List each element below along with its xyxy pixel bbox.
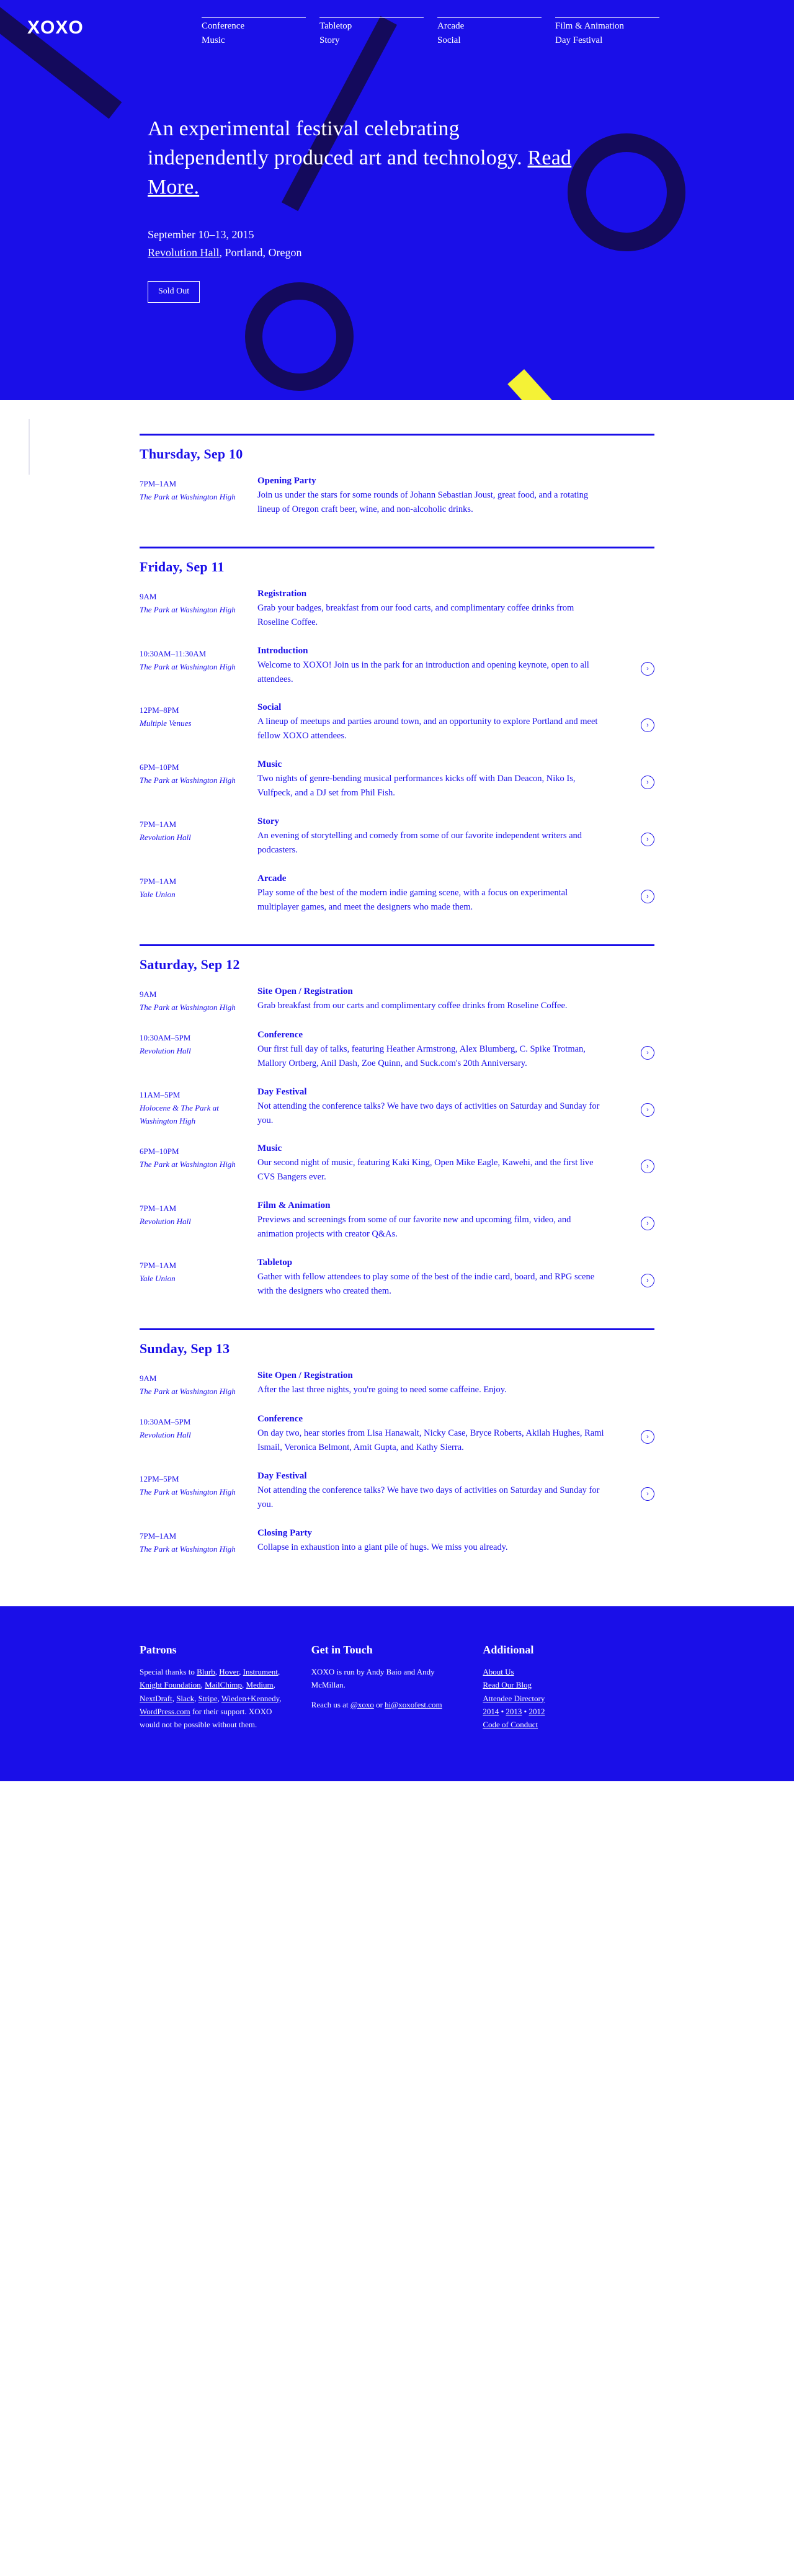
event-venue: The Park at Washington High: [140, 776, 236, 785]
event-body: [257, 589, 630, 630]
event-time: 6PM–10PM: [140, 1147, 179, 1156]
event-venue: The Park at Washington High: [140, 492, 236, 502]
event-venue: Multiple Venues: [140, 718, 192, 728]
chevron-right-icon[interactable]: ›: [641, 1217, 654, 1230]
event-arrow-cell: [630, 816, 654, 846]
event-row[interactable]: [140, 694, 654, 751]
event-arrow-cell: [630, 1471, 654, 1501]
day-title: Thursday, Sep 10: [140, 446, 243, 462]
event-arrow-cell: [630, 1030, 654, 1060]
event-row[interactable]: [140, 1462, 654, 1519]
event-description: A lineup of meetups and parties around town, and an opportunity to explore Portland and meet fellow XOXO attendees.: [257, 717, 598, 741]
event-time: 7PM–1AM: [140, 1261, 177, 1271]
event-body: [257, 1030, 630, 1071]
event-title: Registration: [257, 588, 307, 599]
event-body: [257, 986, 630, 1013]
contact-reach: [311, 1698, 465, 1711]
event-description: Not attending the conference talks? We have two days of activities on Saturday and Sunday for you.: [257, 1101, 600, 1125]
schedule-section: [0, 400, 794, 1588]
patron-link-knight-foundation[interactable]: Knight Foundation: [140, 1680, 201, 1690]
hero-text-block: [148, 115, 582, 303]
event-when: [140, 646, 257, 673]
day-title: Saturday, Sep 12: [140, 956, 240, 972]
event-when: [140, 874, 257, 901]
event-body: [257, 874, 630, 915]
link-code-of-conduct[interactable]: Code of Conduct: [483, 1720, 538, 1730]
event-when: [140, 1371, 257, 1398]
event-title: Arcade: [257, 873, 287, 883]
day-title: Sunday, Sep 13: [140, 1340, 230, 1356]
patron-link-stripe[interactable]: Stripe: [198, 1693, 218, 1703]
event-when: [140, 702, 257, 730]
event-body: [257, 646, 630, 687]
day-block-sunday: [140, 1306, 654, 1563]
event-description: Grab your badges, breakfast from our food carts, and complimentary coffee drinks from Roseline Coffee.: [257, 602, 574, 627]
event-title: Story: [257, 816, 279, 827]
chevron-right-icon[interactable]: ›: [641, 1487, 654, 1501]
event-title: Tabletop: [257, 1258, 293, 1268]
event-row[interactable]: [140, 808, 654, 865]
venue-city: , Portland, Oregon: [219, 246, 302, 259]
event-arrow-cell: [630, 476, 654, 492]
contact-reach-lead: Reach us at: [311, 1699, 350, 1709]
patron-link-mailchimp[interactable]: MailChimp: [205, 1680, 243, 1690]
event-time: 7PM–1AM: [140, 1531, 177, 1541]
event-venue: Yale Union: [140, 1274, 176, 1284]
hero-dates: September 10–13, 2015: [148, 228, 254, 241]
event-time: 7PM–1AM: [140, 876, 177, 886]
event-row[interactable]: [140, 751, 654, 808]
event-time: 7PM–1AM: [140, 1204, 177, 1214]
event-time: 10:30AM–11:30AM: [140, 648, 207, 658]
event-description: An evening of storytelling and comedy from some of our favorite independent writers and podcasters.: [257, 831, 582, 855]
event-time: 9AM: [140, 591, 157, 601]
nav-link-day-festival[interactable]: Day Festival: [555, 35, 603, 46]
footer-column-contact: [311, 1644, 483, 1738]
chevron-right-icon[interactable]: ›: [641, 833, 654, 846]
event-when: [140, 1414, 257, 1441]
event-body: [257, 1087, 630, 1128]
event-description: Our second night of music, featuring Kaki King, Open Mike Eagle, Kawehi, and the first live CVS Bangers ever.: [257, 1158, 594, 1183]
event-row[interactable]: [140, 1405, 654, 1462]
year-separator-1: •: [499, 1706, 506, 1716]
event-row[interactable]: [140, 978, 654, 1021]
day-block-friday: [140, 524, 654, 922]
event-when: [140, 759, 257, 787]
patron-link-blurb[interactable]: Blurb: [197, 1666, 215, 1676]
hero-meta: [148, 226, 582, 262]
read-more-link[interactable]: Read More.: [148, 146, 572, 199]
event-body: [257, 1143, 630, 1184]
patron-link-instrument[interactable]: Instrument: [243, 1666, 278, 1676]
event-time: 7PM–1AM: [140, 820, 177, 830]
event-when: [140, 1030, 257, 1057]
event-title: Site Open / Registration: [257, 1370, 353, 1380]
event-when: [140, 1087, 257, 1127]
patron-link-wordpress[interactable]: WordPress.com: [140, 1706, 190, 1716]
event-row[interactable]: [140, 1192, 654, 1249]
event-body: [257, 1258, 630, 1299]
event-venue: Revolution Hall: [140, 1045, 191, 1055]
event-when: [140, 1258, 257, 1285]
event-body: [257, 1371, 630, 1397]
event-when: [140, 1471, 257, 1498]
contact-organizers: XOXO is run by Andy Baio and Andy McMillan.: [311, 1666, 435, 1690]
event-description: On day two, hear stories from Lisa Hanawalt, Nicky Case, Bryce Roberts, Akilah Hughes, Rami Ismail, Veronica Belmont, Amit Gupta, and Kathy Sierra.: [257, 1428, 604, 1452]
chevron-right-icon[interactable]: ›: [641, 1046, 654, 1060]
link-attendee-directory[interactable]: Attendee Directory: [483, 1693, 545, 1703]
event-arrow-cell: [630, 1087, 654, 1117]
event-row[interactable]: [140, 1021, 654, 1078]
event-description: Grab breakfast from our carts and complimentary coffee drinks from Roseline Coffee.: [257, 1000, 568, 1011]
event-title: Opening Party: [257, 476, 316, 486]
event-description: Collapse in exhaustion into a giant pile of hugs. We miss you already.: [257, 1542, 508, 1552]
chevron-right-icon[interactable]: ›: [641, 662, 654, 676]
event-arrow-cell: [630, 1258, 654, 1287]
nav-column-3: [437, 17, 555, 48]
event-time: 7PM–1AM: [140, 479, 177, 488]
event-arrow-cell: [630, 1371, 654, 1387]
twitter-link[interactable]: @xoxo: [350, 1699, 374, 1709]
event-title: Site Open / Registration: [257, 986, 353, 996]
event-title: Music: [257, 1143, 282, 1154]
nav-divider: [319, 17, 424, 18]
event-title: Introduction: [257, 645, 308, 656]
footer-column-patrons: [140, 1644, 311, 1738]
event-title: Conference: [257, 1413, 303, 1424]
day-title: Friday, Sep 11: [140, 558, 225, 575]
event-description: Join us under the stars for some rounds of Johann Sebastian Joust, great food, and a rotating lineup of Oregon craft beer, wine, and non-alcoholic drinks.: [257, 490, 589, 514]
chevron-right-icon[interactable]: ›: [641, 1160, 654, 1173]
event-venue: The Park at Washington High: [140, 1002, 236, 1012]
event-title: Closing Party: [257, 1527, 312, 1538]
nav-link-music[interactable]: Music: [202, 35, 225, 46]
event-body: [257, 816, 630, 857]
event-time: 9AM: [140, 989, 157, 999]
site-logo[interactable]: XOXO: [27, 17, 84, 38]
nav-link-tabletop[interactable]: Tabletop: [319, 21, 352, 31]
event-title: Social: [257, 702, 282, 713]
event-arrow-cell: [630, 646, 654, 676]
event-row[interactable]: [140, 1362, 654, 1405]
chevron-right-icon[interactable]: ›: [641, 890, 654, 903]
hero-section: [0, 0, 794, 400]
event-body: [257, 1528, 630, 1555]
footer-heading-additional: Additional: [483, 1643, 534, 1656]
patrons-text: Special thanks to Blurb, Hover, Instrument, Knight Foundation, MailChimp, Medium, NextDraft, Slack, Stripe, Wieden+Kennedy, WordPress.com for their support. XOXO would not be possible without them.: [140, 1666, 282, 1730]
link-about-us[interactable]: About Us: [483, 1666, 514, 1676]
nav-link-arcade[interactable]: Arcade: [437, 21, 465, 31]
event-arrow-cell: [630, 759, 654, 789]
event-arrow-cell: [630, 874, 654, 903]
footer-heading-contact: Get in Touch: [311, 1643, 373, 1656]
event-row[interactable]: [140, 1519, 654, 1563]
nav-column-2: [319, 17, 437, 48]
nav-divider: [555, 17, 659, 18]
event-venue: Yale Union: [140, 889, 176, 899]
event-row[interactable]: [140, 1249, 654, 1306]
link-year-2014[interactable]: 2014: [483, 1706, 499, 1716]
additional-links: [483, 1665, 636, 1705]
event-body: [257, 759, 630, 800]
sold-out-button[interactable]: Sold Out: [148, 281, 200, 303]
event-venue: The Park at Washington High: [140, 1160, 236, 1169]
event-row[interactable]: [140, 580, 654, 637]
event-time: 10:30AM–5PM: [140, 1032, 191, 1042]
event-description: After the last three nights, you're going to need some caffeine. Enjoy.: [257, 1384, 507, 1395]
event-description: Not attending the conference talks? We have two days of activities on Saturday and Sunday for you.: [257, 1485, 600, 1509]
event-when: [140, 589, 257, 616]
event-time: 6PM–10PM: [140, 763, 179, 772]
event-when: [140, 1201, 257, 1228]
footer-heading-patrons: Patrons: [140, 1643, 177, 1656]
chevron-right-icon[interactable]: ›: [641, 1274, 654, 1287]
patron-link-slack[interactable]: Slack: [176, 1693, 195, 1703]
event-row[interactable]: [140, 1135, 654, 1192]
hero-venue-line: [148, 244, 582, 262]
email-link[interactable]: hi@xoxofest.com: [385, 1699, 442, 1709]
event-body: [257, 476, 630, 517]
event-arrow-cell: [630, 986, 654, 1003]
event-row[interactable]: [140, 1078, 654, 1135]
nav-link-conference[interactable]: Conference: [202, 21, 245, 31]
event-time: 10:30AM–5PM: [140, 1416, 191, 1426]
event-description: Our first full day of talks, featuring Heather Armstrong, Alex Blumberg, C. Spike Trotman, Mallory Ortberg, Anil Dash, Zoe Quinn, and Suck.com's 20th Anniversary.: [257, 1044, 586, 1068]
link-year-2012[interactable]: 2012: [529, 1706, 545, 1716]
event-venue: The Park at Washington High: [140, 1386, 236, 1396]
day-heading: [140, 547, 654, 575]
event-title: Music: [257, 759, 282, 770]
nav-link-film-animation[interactable]: Film & Animation: [555, 21, 624, 31]
event-title: Film & Animation: [257, 1201, 331, 1211]
event-time: 9AM: [140, 1373, 157, 1383]
event-body: [257, 1201, 630, 1241]
day-heading: [140, 1328, 654, 1357]
footer-columns: [140, 1644, 654, 1738]
chevron-right-icon[interactable]: ›: [641, 1103, 654, 1117]
day-block-saturday: [140, 922, 654, 1306]
patron-link-medium[interactable]: Medium: [246, 1680, 274, 1690]
nav-divider: [202, 17, 306, 18]
patrons-lead: Special thanks to: [140, 1666, 197, 1676]
hero-headline: [148, 115, 582, 202]
event-body: [257, 1414, 630, 1455]
event-arrow-cell: [630, 1143, 654, 1173]
main-nav: [202, 17, 673, 48]
event-arrow-cell: [630, 1414, 654, 1444]
event-description: Two nights of genre-bending musical performances kicks off with Dan Deacon, Niko Is, Vulfpeck, and a DJ set from Phil Fish.: [257, 774, 576, 798]
event-arrow-cell: [630, 589, 654, 605]
event-when: [140, 476, 257, 503]
past-years: [483, 1705, 636, 1732]
event-venue: Revolution Hall: [140, 1217, 191, 1227]
nav-column-1: [202, 17, 319, 48]
event-description: Welcome to XOXO! Join us in the park for an introduction and opening keynote, open to all attendees.: [257, 660, 589, 684]
event-row[interactable]: [140, 467, 654, 524]
event-row[interactable]: [140, 637, 654, 694]
event-arrow-cell: [630, 1528, 654, 1544]
event-description: Play some of the best of the modern indie gaming scene, with a focus on experimental multiplayer games, and meet the designers who made them.: [257, 887, 568, 912]
day-heading: [140, 944, 654, 973]
event-venue: The Park at Washington High: [140, 661, 236, 671]
decorative-bar-yellow: [507, 369, 632, 400]
nav-link-story[interactable]: Story: [319, 35, 340, 46]
event-venue: The Park at Washington High: [140, 1487, 236, 1496]
nav-link-social[interactable]: Social: [437, 35, 461, 46]
event-venue: Revolution Hall: [140, 833, 191, 843]
contact-reach-mid: or: [373, 1699, 385, 1709]
event-when: [140, 1528, 257, 1555]
patron-link-hover[interactable]: Hover: [219, 1666, 239, 1676]
event-time: 11AM–5PM: [140, 1089, 181, 1099]
event-when: [140, 816, 257, 844]
day-heading: [140, 434, 654, 462]
patron-link-wieden-kennedy[interactable]: Wieden+Kennedy: [221, 1693, 280, 1703]
nav-column-4: [555, 17, 673, 48]
hero-headline-text: An experimental festival celebrating independently produced art and technology.: [148, 117, 528, 169]
event-when: [140, 1143, 257, 1171]
event-when: [140, 986, 257, 1014]
event-arrow-cell: [630, 702, 654, 732]
side-rule: [29, 419, 30, 475]
day-block-thursday: [140, 400, 654, 524]
event-description: Gather with fellow attendees to play some of the best of the indie card, board, and RPG scene with the designers who created them.: [257, 1272, 595, 1296]
patron-link-nextdraft[interactable]: NextDraft: [140, 1693, 172, 1703]
event-venue: The Park at Washington High: [140, 604, 236, 614]
event-time: 12PM–5PM: [140, 1474, 179, 1483]
chevron-right-icon[interactable]: ›: [641, 1430, 654, 1444]
patrons-tail: for their support. XOXO would not be possible without them.: [140, 1706, 272, 1730]
footer-column-additional: [483, 1644, 654, 1738]
event-time: 12PM–8PM: [140, 705, 179, 715]
event-description: Previews and screenings from some of our favorite new and upcoming film, video, and animation projects with creator Q&As.: [257, 1215, 571, 1240]
event-title: Day Festival: [257, 1086, 307, 1097]
event-body: [257, 702, 630, 743]
link-read-our-blog[interactable]: Read Our Blog: [483, 1680, 532, 1690]
event-row[interactable]: [140, 865, 654, 922]
link-year-2013[interactable]: 2013: [506, 1706, 522, 1716]
event-venue: The Park at Washington High: [140, 1544, 236, 1554]
event-venue: Holocene & The Park at Washington High: [140, 1102, 219, 1125]
site-footer: [0, 1606, 794, 1781]
event-body: [257, 1471, 630, 1512]
venue-link[interactable]: Revolution Hall: [148, 246, 220, 259]
nav-divider: [437, 17, 542, 18]
event-title: Day Festival: [257, 1470, 307, 1481]
chevron-right-icon[interactable]: ›: [641, 776, 654, 789]
event-title: Conference: [257, 1029, 303, 1040]
year-separator-2: •: [522, 1706, 529, 1716]
event-venue: Revolution Hall: [140, 1429, 191, 1439]
chevron-right-icon[interactable]: ›: [641, 718, 654, 732]
event-arrow-cell: [630, 1201, 654, 1230]
decorative-ring-large: [568, 133, 685, 251]
